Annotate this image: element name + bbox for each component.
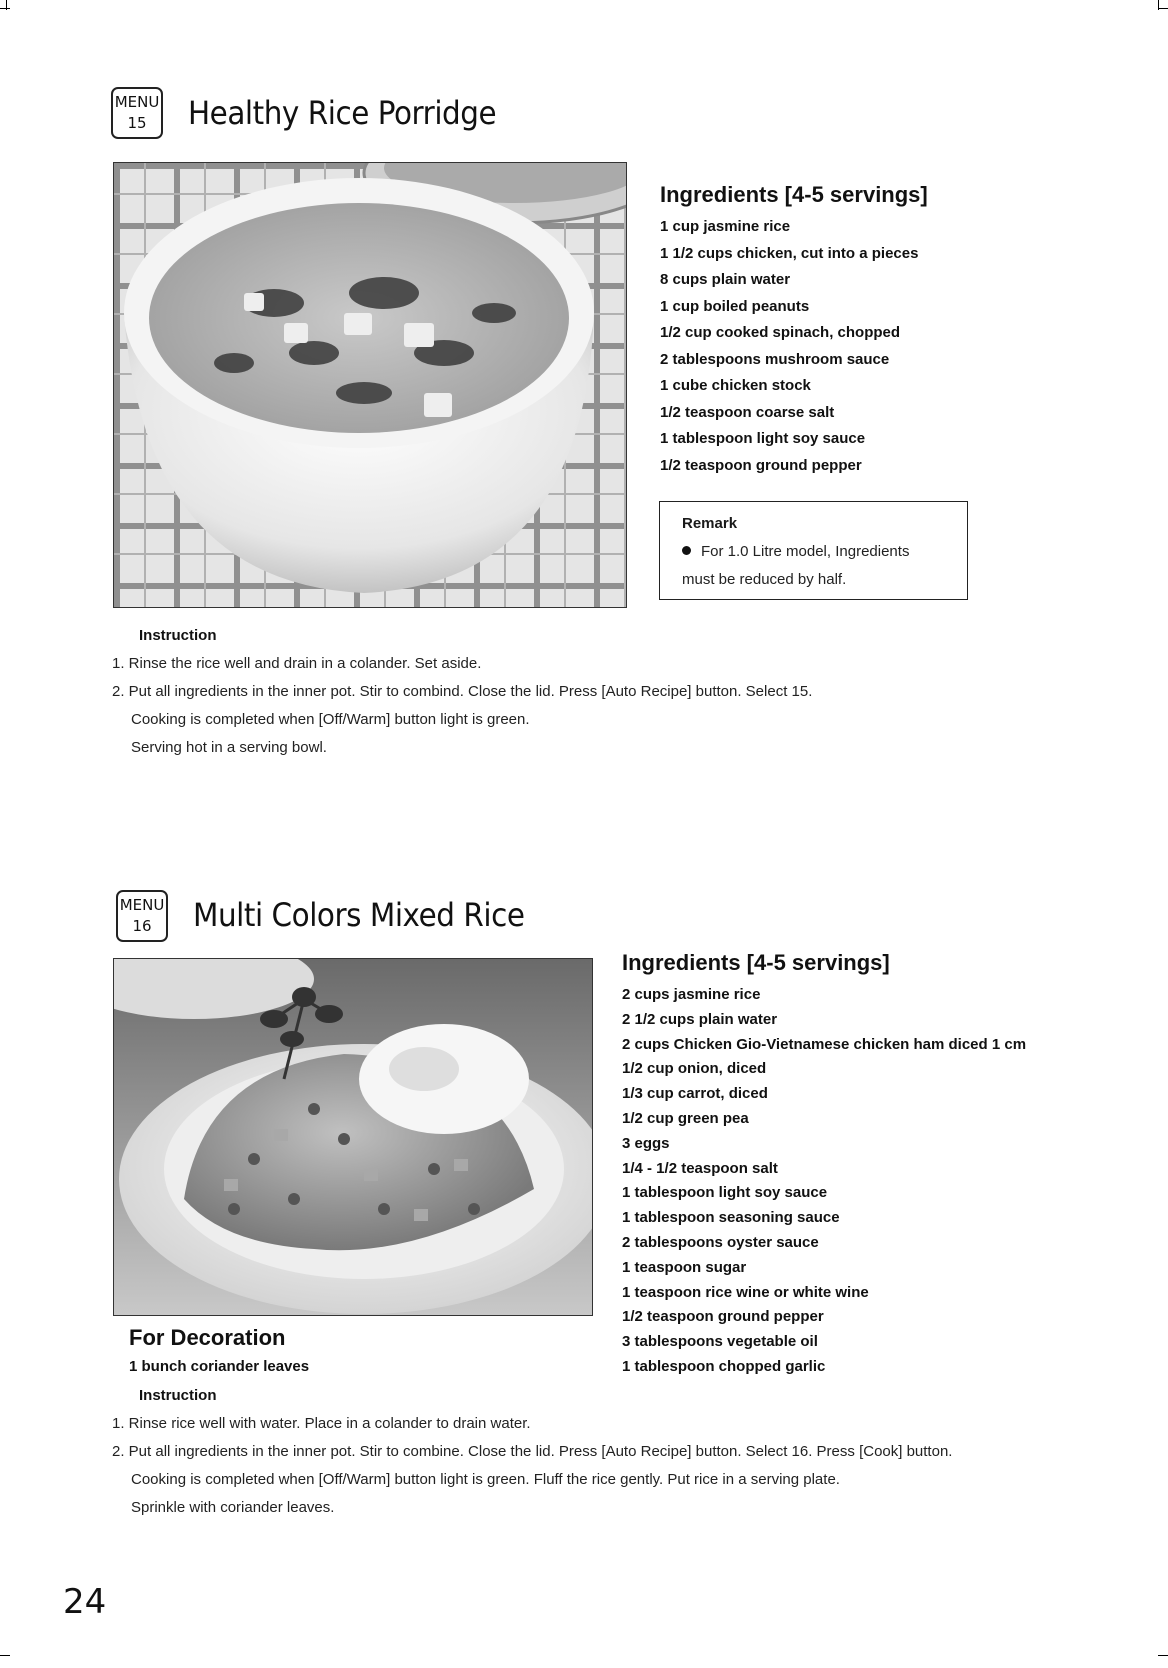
crop-mark: [1158, 1655, 1168, 1656]
decoration-item: 1 bunch coriander leaves: [129, 1358, 310, 1375]
list-item: 1 1/2 cups chicken, cut into a pieces: [660, 244, 919, 262]
list-item: 1/3 cup carrot, diced: [622, 1085, 768, 1103]
list-item: 1 cup boiled peanuts: [660, 297, 810, 315]
instruction-line: Cooking is completed when [Off/Warm] button light is green.: [131, 711, 530, 728]
decoration-heading: For Decoration: [129, 1325, 286, 1350]
list-item: 2 cups jasmine rice: [622, 986, 761, 1003]
list-item: 2 cups Chicken Gio-Vietnamese chicken ham diced 1 cm: [622, 1035, 1027, 1053]
list-item: 8 cups plain water: [660, 271, 791, 288]
ingredients-heading-16: Ingredients [4-5 servings]: [622, 950, 890, 975]
list-item: 1/4 - 1/2 teaspoon salt: [622, 1159, 778, 1177]
instruction-line: 1. Rinse rice well with water. Place in a colander to drain water.: [112, 1415, 531, 1432]
crop-mark: [0, 8, 10, 9]
list-item: 1 cube chicken stock: [660, 377, 811, 394]
instruction-line: 2. Put all ingredients in the inner pot. Stir to combind. Close the lid. Press [Auto Recipe] button. Select 15.: [112, 683, 813, 700]
ingredients-list-16: [622, 983, 1026, 1380]
remark-heading: Remark: [682, 515, 738, 532]
page-number: 24: [63, 1582, 107, 1622]
bullet-icon: [682, 546, 691, 555]
menu-badge-16: [116, 890, 168, 942]
list-item: 2 tablespoons oyster sauce: [622, 1233, 819, 1251]
recipe-title-15: Healthy Rice Porridge: [188, 94, 497, 132]
list-item: 1/2 teaspoon ground pepper: [660, 456, 862, 474]
list-item: 3 eggs: [622, 1134, 670, 1152]
list-item: 1/2 cup cooked spinach, chopped: [660, 324, 901, 341]
instruction-line: 1. Rinse the rice well and drain in a colander. Set aside.: [112, 655, 482, 672]
list-item: 1/2 cup onion, diced: [622, 1060, 767, 1078]
remark-box: [659, 501, 968, 600]
remark-text-1: For 1.0 Litre model, Ingredients: [701, 543, 910, 560]
ingredients-heading-15: Ingredients [4-5 servings]: [660, 182, 928, 207]
instruction-heading-15: Instruction: [139, 627, 217, 644]
list-item: 1 tablespoon chopped garlic: [622, 1357, 826, 1375]
menu-number: 16: [132, 917, 152, 935]
list-item: 1 cup jasmine rice: [660, 218, 791, 235]
list-item: 2 1/2 cups plain water: [622, 1010, 778, 1028]
crop-mark: [0, 1655, 10, 1656]
instruction-line: Serving hot in a serving bowl.: [131, 739, 327, 756]
menu-badge-15: [111, 87, 163, 139]
instruction-line: Cooking is completed when [Off/Warm] button light is green. Fluff the rice gently. Put rice in a serving plate.: [131, 1471, 840, 1488]
recipe-title-16: Multi Colors Mixed Rice: [193, 896, 525, 934]
list-item: 1 tablespoon light soy sauce: [660, 430, 866, 447]
list-item: 1 tablespoon seasoning sauce: [622, 1209, 840, 1227]
menu-label: MENU: [119, 896, 165, 914]
list-item: 3 tablespoons vegetable oil: [622, 1333, 818, 1351]
instruction-line: Sprinkle with coriander leaves.: [131, 1499, 335, 1516]
mixed-rice-photo: [113, 958, 593, 1316]
crop-mark: [1158, 8, 1168, 9]
list-item: 1 teaspoon rice wine or white wine: [622, 1283, 869, 1301]
porridge-photo: [113, 162, 627, 608]
list-item: 2 tablespoons mushroom sauce: [660, 350, 890, 368]
instruction-line: 2. Put all ingredients in the inner pot. Stir to combine. Close the lid. Press [Auto Recipe] button. Select 16. Press [Cook] button.: [112, 1443, 953, 1460]
remark-line-1: [682, 538, 945, 566]
ingredients-list-15: [660, 214, 918, 479]
list-item: 1 teaspoon sugar: [622, 1258, 747, 1276]
menu-number: 15: [127, 114, 147, 132]
menu-label: MENU: [114, 93, 160, 111]
instruction-heading-16: Instruction: [139, 1387, 217, 1404]
remark-text-2: must be reduced by half.: [682, 571, 847, 588]
list-item: 1/2 cup green pea: [622, 1109, 749, 1127]
list-item: 1/2 teaspoon coarse salt: [660, 403, 835, 421]
list-item: 1/2 teaspoon ground pepper: [622, 1308, 824, 1326]
list-item: 1 tablespoon light soy sauce: [622, 1184, 828, 1202]
